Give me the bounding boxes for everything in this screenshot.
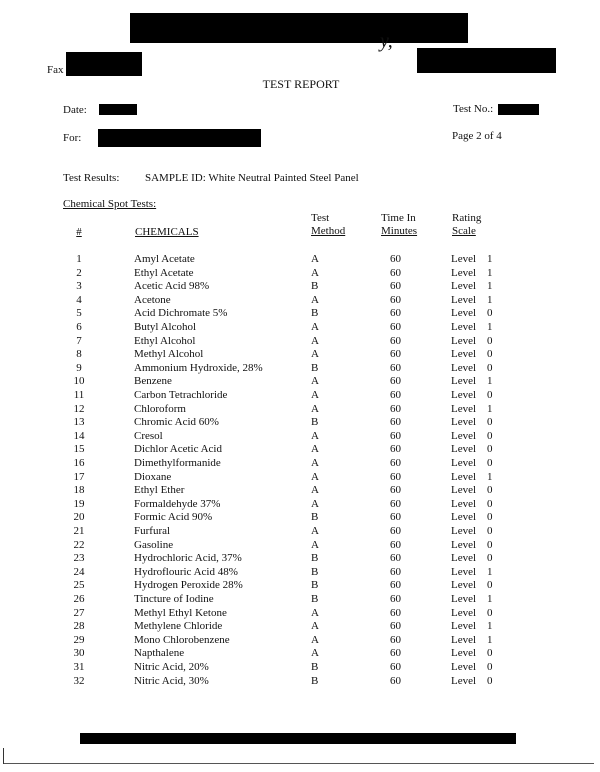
row-rating [451, 253, 493, 265]
row-rating-level: Level [451, 497, 477, 510]
table-row [0, 484, 600, 498]
row-rating-level: Level [451, 525, 477, 537]
row-time-minutes: 60 [390, 593, 401, 605]
row-chemical: Formic Acid 90% [134, 511, 213, 524]
row-chemical: Cresol [134, 429, 163, 442]
row-number: 18 [73, 484, 85, 497]
row-rating-level: Level [451, 443, 477, 456]
row-rating [451, 280, 493, 293]
table-row [0, 579, 600, 593]
row-rating-value: 0 [487, 579, 493, 592]
row-time-minutes: 60 [390, 525, 401, 537]
row-rating-level: Level [451, 361, 477, 374]
row-rating-level: Level [451, 484, 477, 497]
row-number: 15 [73, 443, 85, 456]
row-test-method: B [311, 661, 319, 673]
row-chemical: Amyl Acetate [134, 253, 195, 265]
row-chemical: Ammonium Hydroxide, 28% [134, 361, 263, 374]
row-time-minutes: 60 [390, 620, 401, 633]
row-chemical: Benzene [134, 375, 172, 388]
row-test-method: A [311, 606, 319, 619]
row-rating [451, 375, 493, 388]
row-number: 5 [76, 307, 82, 320]
column-header-number: # [76, 226, 82, 238]
row-time-minutes: 60 [390, 633, 401, 646]
row-chemical: Hydroflouric Acid 48% [134, 565, 238, 578]
row-rating-value: 1 [487, 375, 493, 388]
row-time-minutes: 60 [390, 321, 401, 333]
row-number: 27 [73, 606, 85, 619]
row-rating-level: Level [451, 457, 477, 469]
row-test-method: B [311, 416, 319, 429]
row-number: 25 [73, 579, 85, 592]
row-test-method: B [311, 593, 319, 605]
row-rating [451, 484, 493, 497]
row-rating [451, 511, 493, 524]
row-time-minutes: 60 [390, 429, 401, 442]
row-rating-value: 0 [487, 457, 493, 469]
row-rating-value: 0 [487, 497, 493, 510]
row-chemical: Napthalene [134, 647, 185, 660]
column-header-method-top: Test [311, 212, 330, 224]
row-test-method: A [311, 633, 319, 646]
row-rating-value: 0 [487, 484, 493, 497]
row-rating-value: 0 [487, 538, 493, 551]
row-rating [451, 361, 493, 374]
row-test-method: A [311, 402, 319, 415]
row-number: 16 [73, 457, 85, 469]
row-rating [451, 620, 493, 633]
row-rating-value: 0 [487, 307, 493, 320]
page-label: Page 2 of 4 [452, 130, 502, 142]
row-rating [451, 552, 493, 565]
row-test-method: B [311, 511, 319, 524]
row-rating-level: Level [451, 429, 477, 442]
row-time-minutes: 60 [390, 579, 401, 592]
row-rating [451, 334, 493, 347]
row-rating-level: Level [451, 674, 477, 687]
row-number: 30 [73, 647, 85, 660]
row-chemical: Gasoline [134, 538, 174, 551]
row-chemical: Formaldehyde 37% [134, 497, 221, 510]
row-rating-level: Level [451, 565, 477, 578]
row-chemical: Chromic Acid 60% [134, 416, 219, 429]
row-time-minutes: 60 [390, 470, 401, 483]
table-row [0, 593, 600, 607]
redacted-contact [417, 48, 556, 73]
row-number: 12 [73, 402, 85, 415]
row-rating-level: Level [451, 633, 477, 646]
row-rating-value: 0 [487, 416, 493, 429]
row-time-minutes: 60 [390, 375, 401, 388]
letterhead-fragment: y, [380, 30, 393, 52]
row-rating-level: Level [451, 620, 477, 633]
table-row [0, 335, 600, 349]
row-time-minutes: 60 [390, 443, 401, 456]
row-time-minutes: 60 [390, 552, 401, 565]
row-rating [451, 525, 493, 537]
row-rating-value: 0 [487, 661, 493, 673]
column-header-rating [452, 212, 481, 238]
row-rating-level: Level [451, 334, 477, 347]
row-time-minutes: 60 [390, 484, 401, 497]
redacted-fax-number [66, 52, 142, 76]
row-rating-value: 0 [487, 647, 493, 660]
row-test-method: A [311, 620, 319, 633]
column-header-time [381, 212, 417, 238]
row-chemical: Dioxane [134, 470, 172, 483]
row-rating-level: Level [451, 402, 477, 415]
row-test-method: A [311, 334, 319, 347]
row-rating-value: 1 [487, 565, 493, 578]
table-row [0, 620, 600, 634]
row-test-method: A [311, 443, 319, 456]
row-rating [451, 538, 493, 551]
row-number: 13 [73, 416, 85, 429]
row-test-method: B [311, 552, 319, 565]
row-rating-value: 1 [487, 620, 493, 633]
row-number: 14 [73, 429, 85, 442]
scan-edge-mark [3, 748, 4, 764]
row-rating-level: Level [451, 538, 477, 551]
row-time-minutes: 60 [390, 361, 401, 374]
table-row [0, 253, 600, 267]
row-rating-level: Level [451, 266, 477, 279]
row-number: 1 [76, 253, 82, 265]
row-chemical: Ethyl Acetate [134, 266, 194, 279]
table-row [0, 661, 600, 675]
row-rating [451, 497, 493, 510]
row-rating-value: 1 [487, 293, 493, 306]
row-chemical: Ethyl Alcohol [134, 334, 196, 347]
row-time-minutes: 60 [390, 674, 401, 687]
table-row [0, 552, 600, 566]
sample-id: SAMPLE ID: White Neutral Painted Steel Panel [145, 172, 359, 184]
row-chemical: Ethyl Ether [134, 484, 185, 497]
row-time-minutes: 60 [390, 348, 401, 361]
column-header-rating-top: Rating [452, 212, 482, 224]
row-number: 11 [73, 389, 85, 401]
table-row [0, 416, 600, 430]
row-test-method: A [311, 389, 319, 401]
row-chemical: Dimethylformanide [134, 457, 221, 469]
row-number: 10 [73, 375, 85, 388]
redacted-client [98, 129, 261, 147]
redacted-footer [80, 733, 516, 744]
row-rating-value: 1 [487, 633, 493, 646]
row-rating-value: 1 [487, 593, 493, 605]
report-title: TEST REPORT [262, 77, 340, 91]
row-rating [451, 429, 493, 442]
row-number: 29 [73, 633, 85, 646]
row-test-method: A [311, 457, 319, 469]
table-row [0, 430, 600, 444]
row-number: 32 [73, 674, 85, 687]
row-rating [451, 321, 493, 333]
row-time-minutes: 60 [390, 280, 401, 293]
row-number: 8 [76, 348, 82, 361]
row-chemical: Butyl Alcohol [134, 321, 197, 333]
row-rating-value: 0 [487, 389, 493, 401]
row-time-minutes: 60 [390, 457, 401, 469]
row-rating [451, 348, 493, 361]
row-rating-value: 0 [487, 511, 493, 524]
row-rating-level: Level [451, 293, 477, 306]
row-time-minutes: 60 [390, 538, 401, 551]
date-label: Date: [63, 104, 87, 116]
row-chemical: Tincture of Iodine [134, 593, 214, 605]
row-test-method: B [311, 565, 319, 578]
row-rating-level: Level [451, 552, 477, 565]
table-row [0, 294, 600, 308]
row-test-method: A [311, 497, 319, 510]
row-rating-level: Level [451, 416, 477, 429]
row-test-method: A [311, 525, 319, 537]
row-rating-level: Level [451, 593, 477, 605]
row-rating [451, 579, 493, 592]
row-rating-value: 0 [487, 606, 493, 619]
row-chemical: Hydrochloric Acid, 37% [134, 552, 242, 565]
row-rating [451, 457, 493, 469]
row-test-method: B [311, 579, 319, 592]
row-chemical: Methyl Ethyl Ketone [134, 606, 227, 619]
row-chemical: Mono Chlorobenzene [134, 633, 230, 646]
row-chemical: Hydrogen Peroxide 28% [134, 579, 243, 592]
row-rating [451, 416, 493, 429]
row-rating-level: Level [451, 280, 477, 293]
table-row [0, 375, 600, 389]
row-number: 20 [73, 511, 85, 524]
table-row [0, 389, 600, 403]
row-rating-value: 0 [487, 334, 493, 347]
scan-bottom-line [4, 763, 594, 764]
row-rating [451, 565, 493, 578]
row-number: 6 [76, 321, 82, 333]
column-header-time-bottom: Minutes [381, 225, 418, 237]
row-test-method: A [311, 293, 319, 306]
row-chemical: Dichlor Acetic Acid [134, 443, 222, 456]
row-chemical: Acid Dichromate 5% [134, 307, 228, 320]
row-rating-value: 0 [487, 525, 493, 537]
row-time-minutes: 60 [390, 416, 401, 429]
table-row [0, 307, 600, 321]
row-rating-level: Level [451, 348, 477, 361]
row-test-method: A [311, 429, 319, 442]
row-rating [451, 266, 493, 279]
table-row [0, 525, 600, 539]
table-row [0, 498, 600, 512]
row-rating-level: Level [451, 470, 477, 483]
table-row [0, 675, 600, 689]
row-number: 21 [73, 525, 85, 537]
section-title: Chemical Spot Tests: [63, 198, 157, 210]
row-time-minutes: 60 [390, 307, 401, 320]
row-chemical: Methylene Chloride [134, 620, 223, 633]
row-number: 2 [76, 266, 82, 279]
row-rating [451, 307, 493, 320]
row-test-method: A [311, 470, 319, 483]
table-row [0, 471, 600, 485]
row-test-method: A [311, 647, 319, 660]
row-test-method: A [311, 484, 319, 497]
row-test-method: A [311, 321, 319, 333]
table-row [0, 348, 600, 362]
column-header-rating-bottom: Scale [452, 225, 476, 237]
table-row [0, 280, 600, 294]
row-chemical: Chloroform [134, 402, 186, 415]
row-test-method: B [311, 674, 319, 687]
table-row [0, 566, 600, 580]
row-number: 17 [73, 470, 85, 483]
column-header-time-top: Time In [381, 212, 416, 224]
row-test-method: A [311, 253, 319, 265]
row-time-minutes: 60 [390, 266, 401, 279]
row-rating [451, 647, 493, 660]
table-row [0, 362, 600, 376]
redacted-date [99, 104, 137, 115]
row-rating [451, 389, 493, 401]
row-rating-value: 0 [487, 443, 493, 456]
table-row [0, 607, 600, 621]
column-header-method-bottom: Method [311, 225, 346, 237]
row-time-minutes: 60 [390, 334, 401, 347]
row-chemical: Nitric Acid, 30% [134, 674, 209, 687]
row-time-minutes: 60 [390, 661, 401, 673]
row-time-minutes: 60 [390, 253, 401, 265]
row-test-method: A [311, 538, 319, 551]
row-rating-level: Level [451, 606, 477, 619]
row-number: 31 [73, 661, 85, 673]
row-number: 24 [73, 565, 85, 578]
table-row [0, 647, 600, 661]
row-chemical: Methyl Alcohol [134, 348, 204, 361]
table-row [0, 511, 600, 525]
row-test-method: B [311, 307, 319, 320]
row-rating-value: 1 [487, 321, 493, 333]
table-row [0, 539, 600, 553]
column-header-chemicals: CHEMICALS [135, 226, 199, 238]
redacted-test-no [498, 104, 539, 115]
row-test-method: B [311, 280, 319, 293]
row-rating-value: 0 [487, 552, 493, 565]
row-rating-level: Level [451, 389, 477, 401]
table-row [0, 443, 600, 457]
row-number: 19 [73, 497, 85, 510]
row-rating-value: 0 [487, 429, 493, 442]
row-time-minutes: 60 [390, 293, 401, 306]
row-chemical: Furfural [134, 525, 171, 537]
row-number: 22 [73, 538, 85, 551]
row-rating-level: Level [451, 321, 477, 333]
row-rating-value: 1 [487, 280, 493, 293]
row-number: 3 [76, 280, 82, 293]
row-rating-level: Level [451, 253, 477, 265]
row-time-minutes: 60 [390, 497, 401, 510]
row-rating-value: 0 [487, 674, 493, 687]
row-rating [451, 674, 493, 687]
test-no-label: Test No.: [453, 103, 494, 115]
row-rating-value: 1 [487, 253, 493, 265]
table-row [0, 403, 600, 417]
row-rating [451, 606, 493, 619]
row-number: 28 [73, 620, 85, 633]
row-time-minutes: 60 [390, 565, 401, 578]
row-rating-level: Level [451, 647, 477, 660]
table-row [0, 634, 600, 648]
row-rating [451, 661, 493, 673]
row-number: 23 [73, 552, 85, 565]
row-rating [451, 593, 493, 605]
redacted-letterhead [130, 13, 468, 43]
row-time-minutes: 60 [390, 402, 401, 415]
row-time-minutes: 60 [390, 389, 401, 401]
row-number: 4 [76, 293, 82, 306]
test-results-label: Test Results: [63, 172, 120, 184]
row-test-method: A [311, 375, 319, 388]
table-row [0, 321, 600, 335]
row-chemical: Acetic Acid 98% [134, 280, 210, 293]
row-test-method: B [311, 361, 319, 374]
row-rating-value: 0 [487, 348, 493, 361]
table-row [0, 267, 600, 281]
row-time-minutes: 60 [390, 511, 401, 524]
row-rating-value: 0 [487, 361, 493, 374]
row-number: 26 [73, 593, 85, 605]
column-header-method [311, 212, 345, 238]
row-rating [451, 470, 493, 483]
row-rating-level: Level [451, 307, 477, 320]
row-time-minutes: 60 [390, 647, 401, 660]
row-rating-value: 1 [487, 266, 493, 279]
row-time-minutes: 60 [390, 606, 401, 619]
row-rating [451, 633, 493, 646]
fax-label: Fax [47, 64, 64, 76]
row-chemical: Acetone [134, 293, 171, 306]
row-rating-value: 1 [487, 402, 493, 415]
row-rating-level: Level [451, 375, 477, 388]
row-test-method: A [311, 348, 319, 361]
row-number: 9 [76, 361, 82, 374]
row-test-method: A [311, 266, 319, 279]
row-rating [451, 293, 493, 306]
row-rating [451, 443, 493, 456]
row-rating-level: Level [451, 579, 477, 592]
for-label: For: [63, 132, 82, 144]
table-row [0, 457, 600, 471]
row-chemical: Nitric Acid, 20% [134, 661, 209, 673]
row-rating [451, 402, 493, 415]
row-number: 7 [76, 334, 82, 347]
row-rating-level: Level [451, 511, 477, 524]
row-chemical: Carbon Tetrachloride [134, 389, 228, 401]
row-rating-value: 1 [487, 470, 493, 483]
row-rating-level: Level [451, 661, 477, 673]
